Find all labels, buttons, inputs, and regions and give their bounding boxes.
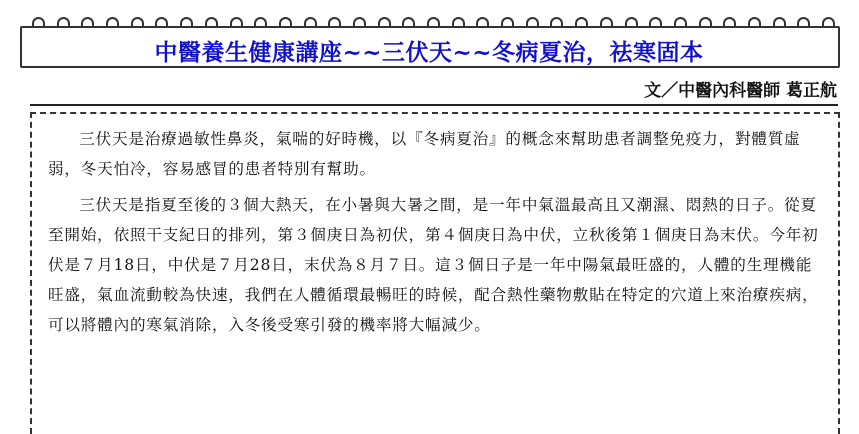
- article-body-frame: [30, 112, 840, 434]
- article-title: 中醫養生健康講座~~三伏天~~冬病夏治，祛寒固本: [154, 39, 704, 66]
- paragraph-2: 三伏天是指夏至後的３個大熱天，在小暑與大暑之間，是一年中氣溫最高且又潮濕、悶熱的日子。從夏至開始，依照干支紀日的排列，第３個庚日為初伏，第４個庚日為中伏，立秋後第１個庚日為末伏。今年初伏是７月18日，中伏是７月28日，末伏為８月７日。這３個日子是一年中陽氣最旺盛的，人體的生理機能旺盛，氣血流動較為快速，我們在人體循環最暢旺的時候，配合熱性藥物敷貼在特定的穴道上來治療疾病，可以將體內的寒氣消除，入冬後受寒引發的機率將大幅減少。: [48, 196, 819, 334]
- article-body: [48, 124, 826, 340]
- title-banner: [20, 16, 838, 66]
- author-byline: 文／中醫內科醫師 葛正航: [644, 81, 837, 101]
- divider-line: [30, 104, 838, 106]
- paragraph-1: 三伏天是治療過敏性鼻炎，氣喘的好時機，以『冬病夏治』的概念來幫助患者調整免疫力，對體質虛弱，冬天怕冷，容易感冒的患者特別有幫助。: [48, 130, 801, 178]
